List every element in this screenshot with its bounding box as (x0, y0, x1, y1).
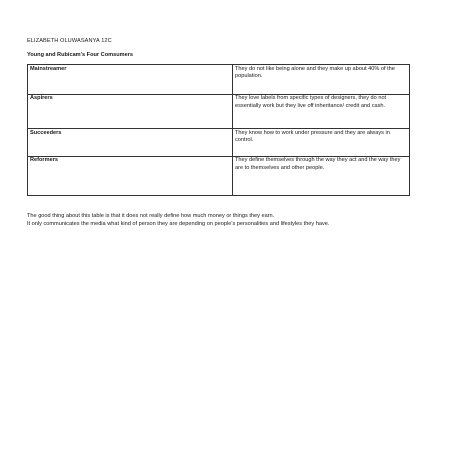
summary-line-1: The good thing about this table is that it does not really define how much money or things they earn. (27, 213, 275, 219)
table-row (28, 65, 410, 95)
consumer-description: They love labels from specific types of designers, they do not essentially work but they live off inheritance/ credit and cash. (233, 94, 410, 129)
consumer-description: They define themselves through the way they act and the way they are to themselves and other people. (233, 156, 410, 196)
consumer-description: They know how to work under pressure and they are always in control. (233, 129, 410, 157)
document-title: Young and Rubicam’s Four Comsumers (27, 52, 133, 58)
summary-paragraph (27, 212, 407, 229)
consumer-name: Mainstreamer (28, 65, 233, 95)
consumer-name: Aspirers (28, 94, 233, 129)
table-row (28, 156, 410, 196)
summary-line-2: It only communicates the media what kind of person they are depending on people’s personalities and lifestyles they have. (27, 221, 330, 228)
consumer-name: Succeeders (28, 129, 233, 157)
consumer-name: Reformers (28, 156, 233, 196)
consumer-table (27, 64, 410, 196)
table-row (28, 129, 410, 157)
table-row (28, 94, 410, 129)
author-line: ELIZABETH OLUWASANYA 12C (27, 38, 112, 44)
consumer-description: They do not like being alone and they make up about 40% of the population. (233, 65, 410, 95)
